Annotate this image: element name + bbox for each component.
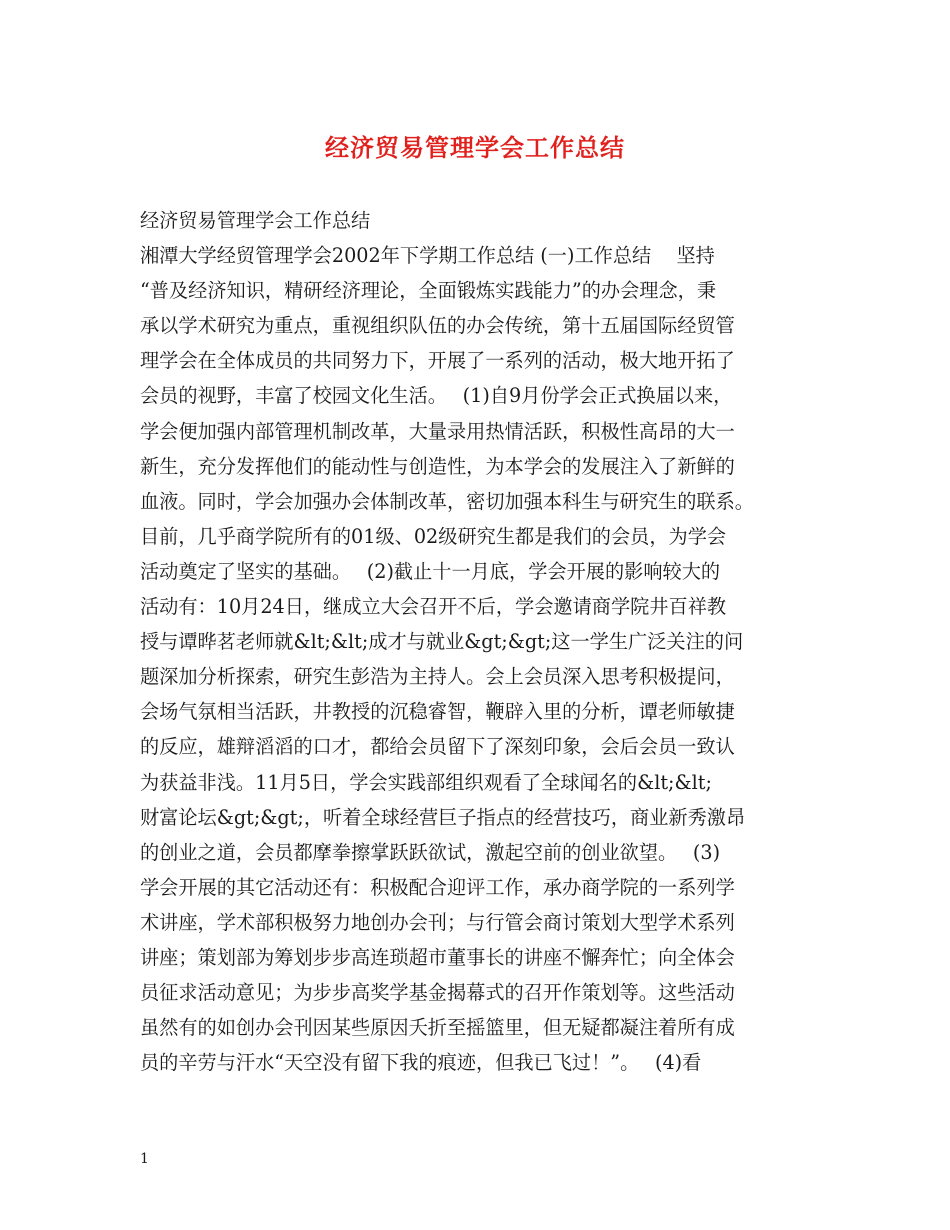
- page-number: 1: [140, 1151, 149, 1167]
- body-line: 虽然有的如创办会刊因某些原因夭折至摇篮里，但无疑都凝注着所有成: [140, 1016, 735, 1040]
- body-line: 员征求活动意见；为步步高奖学基金揭幕式的召开作策划等。这些活动: [140, 981, 735, 1005]
- body-line: 活动奠定了坚实的基础。 (2)截止十一月底，学会开展的影响较大的: [140, 559, 721, 583]
- body-line: 员的辛劳与汗水“天空没有留下我的痕迹，但我已飞过！”。 (4)看: [140, 1051, 702, 1075]
- body-line: 会员的视野，丰富了校园文化生活。 (1)自9月份学会正式换届以来，: [140, 384, 733, 408]
- body-line: 血液。同时，学会加强办会体制改革，密切加强本科生与研究生的联系。: [140, 489, 754, 513]
- body-line: 经济贸易管理学会工作总结: [140, 209, 371, 232]
- body-line: 学会开展的其它活动还有：积极配合迎评工作，承办商学院的一系列学: [140, 875, 735, 899]
- body-line: 理学会在全体成员的共同努力下，开展了一系列的活动，极大地开拓了: [140, 349, 735, 373]
- body-line: “普及经济知识，精研经济理论，全面锻炼实践能力”的办会理念，秉: [140, 279, 717, 303]
- body-line: 承以学术研究为重点，重视组织队伍的办会传统，第十五届国际经贸管: [140, 314, 735, 338]
- body-line: 湘潭大学经贸管理学会2002年下学期工作总结 (一)工作总结 坚持: [140, 244, 715, 268]
- body-line: 活动有：10月24日，继成立大会召开不后，学会邀请商学院井百祥教: [140, 595, 727, 619]
- body-line: 的反应，雄辩滔滔的口才，都给会员留下了深刻印象，会后会员一致认: [140, 735, 735, 759]
- body-line: 授与谭晔茗老师就&lt;&lt;成才与就业&gt;&gt;这一学生广泛关注的问: [140, 630, 744, 654]
- body-line: 的创业之道，会员都摩拳擦掌跃跃欲试，激起空前的创业欲望。 (3): [140, 840, 721, 864]
- body-line: 术讲座，学术部积极努力地创办会刊；与行管会商讨策划大型学术系列: [140, 910, 735, 934]
- document-body: [140, 203, 830, 1080]
- body-line: 为获益非浅。11月5日，学会实践部组织观看了全球闻名的&lt;&lt;: [140, 770, 712, 794]
- body-line: 讲座；策划部为筹划步步高连琐超市董事长的讲座不懈奔忙；向全体会: [140, 945, 735, 969]
- body-line: 学会便加强内部管理机制改革，大量录用热情活跃，积极性高昂的大一: [140, 419, 735, 443]
- body-line: 财富论坛&gt;&gt;，听着全球经营巨子指点的经营技巧，商业新秀激昂: [140, 805, 746, 829]
- body-line: 题深加分析探索，研究生彭浩为主持人。会上会员深入思考积极提问，: [140, 665, 735, 689]
- body-line: 会场气氛相当活跃，井教授的沉稳睿智，鞭辟入里的分析，谭老师敏捷: [140, 700, 735, 724]
- body-line: 目前，几乎商学院所有的01级、02级研究生都是我们的会员，为学会: [140, 524, 727, 548]
- body-line: 新生，充分发挥他们的能动性与创造性，为本学会的发展注入了新鲜的: [140, 454, 735, 478]
- document-title: 经济贸易管理学会工作总结: [325, 133, 625, 162]
